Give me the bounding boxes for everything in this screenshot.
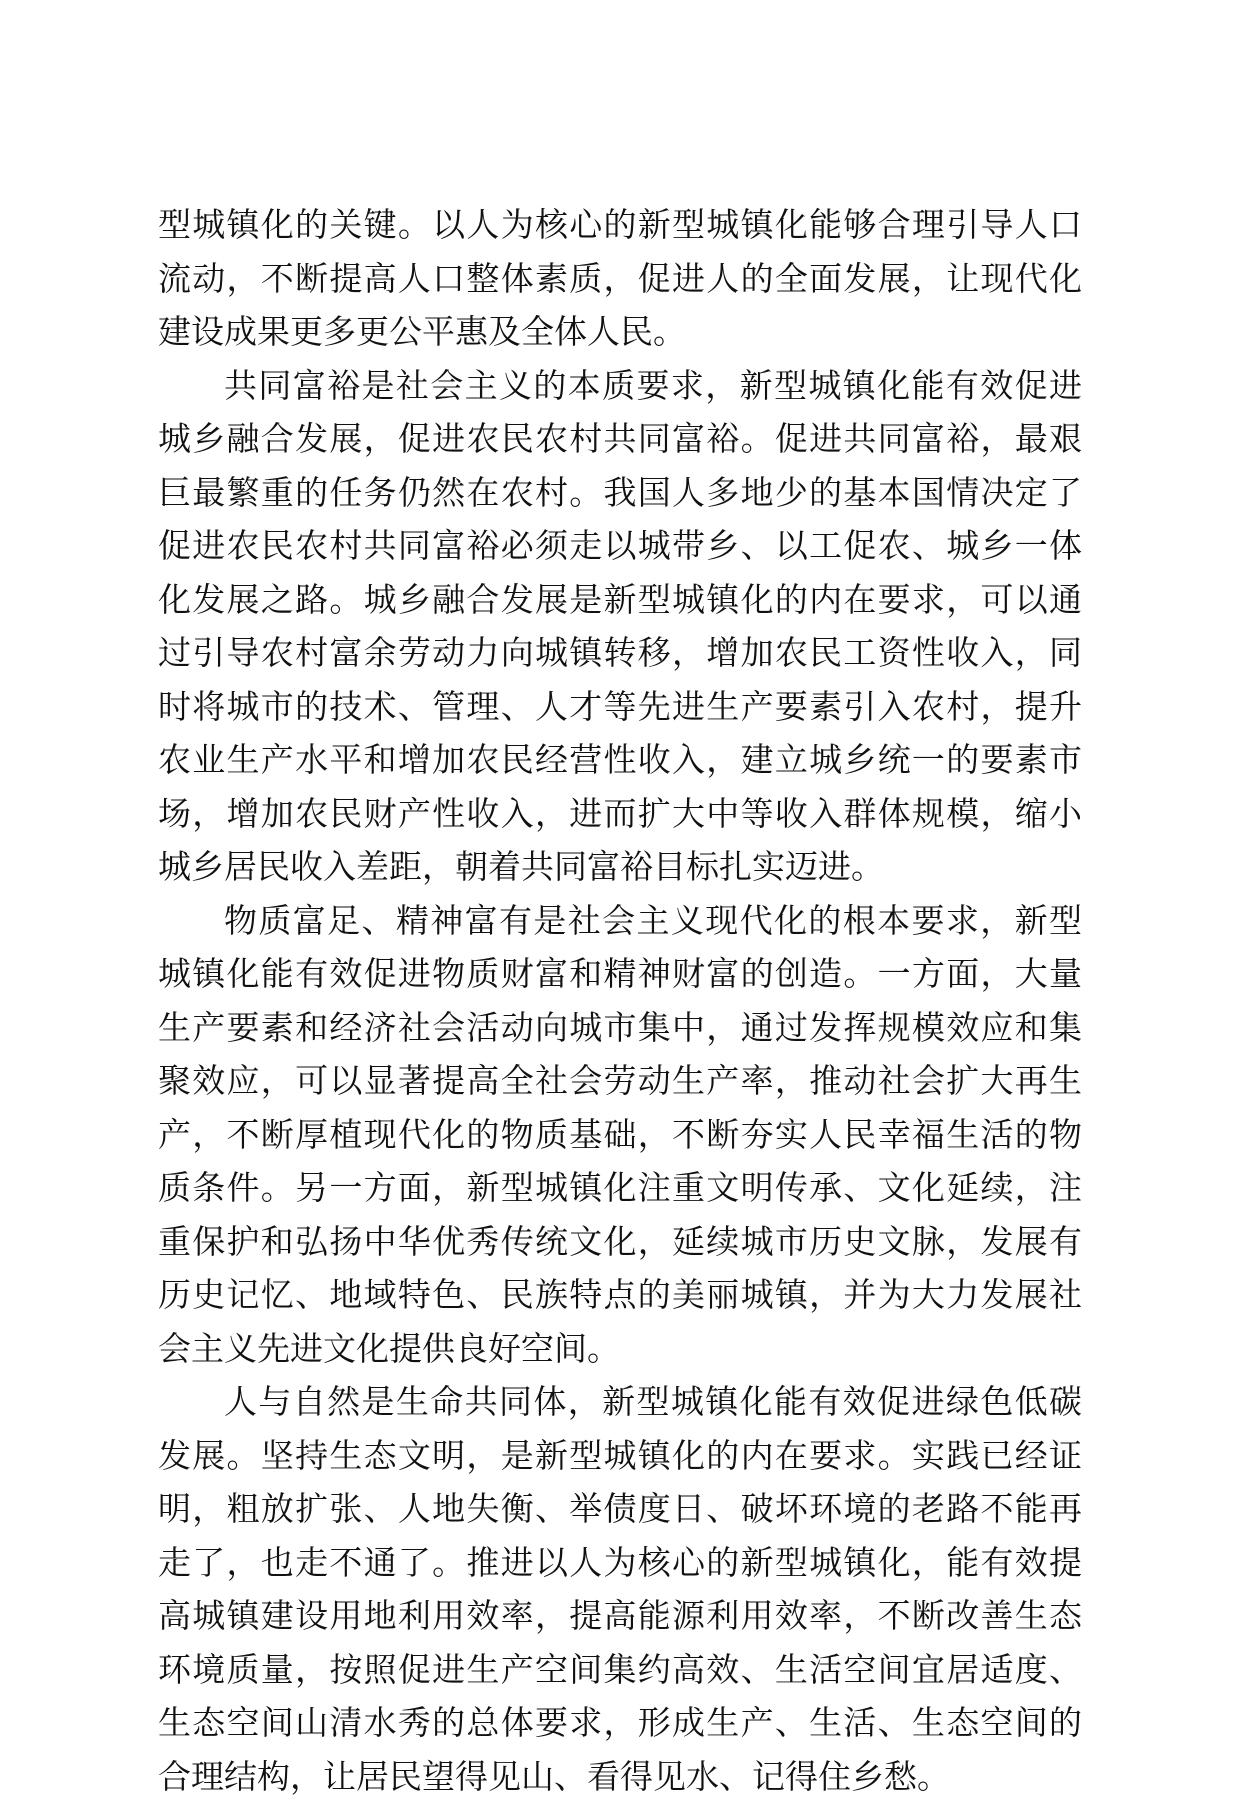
text-line: 农业生产水平和增加农民经营性收入，建立城乡统一的要素市 bbox=[158, 733, 1082, 787]
text-line: 人与自然是生命共同体，新型城镇化能有效促进绿色低碳 bbox=[158, 1375, 1082, 1429]
text-line: 流动，不断提高人口整体素质，促进人的全面发展，让现代化 bbox=[158, 252, 1082, 306]
text-line: 合理结构，让居民望得见山、看得见水、记得住乡愁。 bbox=[158, 1750, 1082, 1803]
text-line: 产，不断厚植现代化的物质基础，不断夯实人民幸福生活的物 bbox=[158, 1108, 1082, 1162]
text-line: 过引导农村富余劳动力向城镇转移，增加农民工资性收入，同 bbox=[158, 626, 1082, 680]
text-line: 促进农民农村共同富裕必须走以城带乡、以工促农、城乡一体 bbox=[158, 519, 1082, 573]
text-line: 城镇化能有效促进物质财富和精神财富的创造。一方面，大量 bbox=[158, 947, 1082, 1001]
text-line: 型城镇化的关键。以人为核心的新型城镇化能够合理引导人口 bbox=[158, 198, 1082, 252]
text-line: 物质富足、精神富有是社会主义现代化的根本要求，新型 bbox=[158, 894, 1082, 948]
text-line: 巨最繁重的任务仍然在农村。我国人多地少的基本国情决定了 bbox=[158, 466, 1082, 520]
text-line: 聚效应，可以显著提高全社会劳动生产率，推动社会扩大再生 bbox=[158, 1054, 1082, 1108]
text-line: 城乡融合发展，促进农民农村共同富裕。促进共同富裕，最艰 bbox=[158, 412, 1082, 466]
text-line: 时将城市的技术、管理、人才等先进生产要素引入农村，提升 bbox=[158, 680, 1082, 734]
text-line: 环境质量，按照促进生产空间集约高效、生活空间宜居适度、 bbox=[158, 1643, 1082, 1697]
text-line: 城乡居民收入差距，朝着共同富裕目标扎实迈进。 bbox=[158, 840, 1082, 894]
text-line: 共同富裕是社会主义的本质要求，新型城镇化能有效促进 bbox=[158, 359, 1082, 413]
text-line: 会主义先进文化提供良好空间。 bbox=[158, 1322, 1082, 1376]
body-text bbox=[158, 198, 1082, 1803]
text-line: 生产要素和经济社会活动向城市集中，通过发挥规模效应和集 bbox=[158, 1001, 1082, 1055]
text-line: 建设成果更多更公平惠及全体人民。 bbox=[158, 305, 1082, 359]
text-line: 高城镇建设用地利用效率，提高能源利用效率，不断改善生态 bbox=[158, 1589, 1082, 1643]
text-line: 发展。坚持生态文明，是新型城镇化的内在要求。实践已经证 bbox=[158, 1429, 1082, 1483]
text-line: 走了，也走不通了。推进以人为核心的新型城镇化，能有效提 bbox=[158, 1536, 1082, 1590]
text-line: 生态空间山清水秀的总体要求，形成生产、生活、生态空间的 bbox=[158, 1696, 1082, 1750]
text-line: 明，粗放扩张、人地失衡、举债度日、破坏环境的老路不能再 bbox=[158, 1482, 1082, 1536]
text-line: 场，增加农民财产性收入，进而扩大中等收入群体规模，缩小 bbox=[158, 787, 1082, 841]
text-line: 化发展之路。城乡融合发展是新型城镇化的内在要求，可以通 bbox=[158, 573, 1082, 627]
text-line: 质条件。另一方面，新型城镇化注重文明传承、文化延续，注 bbox=[158, 1161, 1082, 1215]
text-line: 重保护和弘扬中华优秀传统文化，延续城市历史文脉，发展有 bbox=[158, 1215, 1082, 1269]
text-line: 历史记忆、地域特色、民族特点的美丽城镇，并为大力发展社 bbox=[158, 1268, 1082, 1322]
